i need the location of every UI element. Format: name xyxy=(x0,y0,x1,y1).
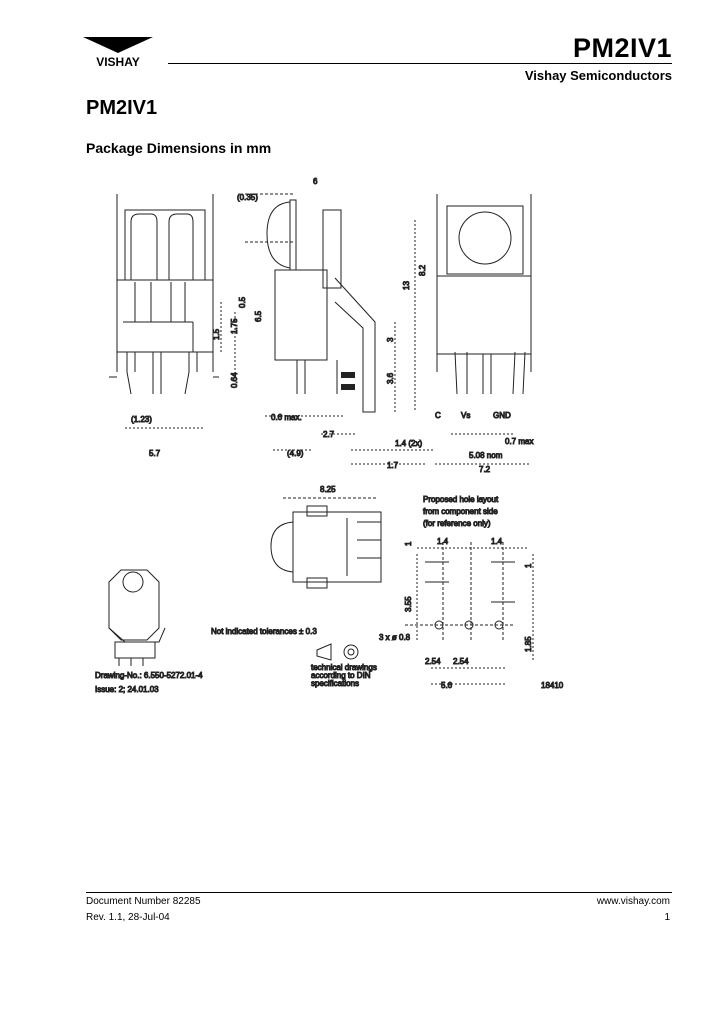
header-rule xyxy=(168,63,672,64)
dim-1-7: 1.7 xyxy=(387,461,399,470)
dim-2-7: 2.7 xyxy=(323,430,335,439)
package-drawing xyxy=(95,172,564,712)
dim-1-75: 1.75 xyxy=(230,318,239,334)
pin-label-vs: Vs xyxy=(461,411,471,420)
hole-dim-3x-dia: 3 x ø 0.8 xyxy=(379,633,411,642)
hole-dim-3-55: 3.55 xyxy=(404,596,413,612)
dim-5-7: 5.7 xyxy=(149,449,161,458)
dim-4-9: (4.9) xyxy=(287,449,304,458)
dim-0-6max: 0.6 max. xyxy=(271,413,302,422)
hole-dim-2-54-b: 2.54 xyxy=(453,657,469,666)
hole-dim-5-6: 5.6 xyxy=(441,681,453,690)
hole-dim-2-54-a: 2.54 xyxy=(425,657,441,666)
dim-0-7max: 0.7 max xyxy=(505,437,534,446)
hole-layout-line2: from component side xyxy=(423,507,498,516)
hole-dim-1: 1 xyxy=(404,541,413,546)
iso-line-3: specifications xyxy=(311,679,360,688)
drawing-ref: Drawing-No.: 6.550-5272.01-4 xyxy=(95,671,203,680)
hole-dim-1-right: 1 xyxy=(524,563,533,568)
dim-0-64: 0.64 xyxy=(230,372,239,388)
dim-7-2: 7.2 xyxy=(479,465,491,474)
header-part-number: PM2IV1 xyxy=(572,33,672,63)
dim-1-4: 1.4 (2x) xyxy=(395,439,423,448)
dim-8-2-top: 8.2 xyxy=(418,264,427,276)
pin-label-c: C xyxy=(435,411,441,420)
dim-5-08: 5.08 nom xyxy=(469,451,503,460)
section-title: Package Dimensions in mm xyxy=(86,140,272,156)
header-company: Vishay Semiconductors xyxy=(524,68,672,83)
footer-page-number: 1 xyxy=(664,912,670,923)
logo-text: VISHAY xyxy=(96,55,140,69)
hole-layout-line3: (for reference only) xyxy=(423,519,491,528)
dim-3: 3 xyxy=(386,337,395,342)
figure-id: 18410 xyxy=(541,681,564,690)
iso-projection-symbol xyxy=(317,644,358,660)
dim-1-5: 1.5 xyxy=(212,328,221,340)
pin-label-gnd: GND xyxy=(493,411,511,420)
page-title: PM2IV1 xyxy=(86,97,158,119)
footer-website[interactable]: www.vishay.com xyxy=(596,896,670,907)
iso-line-1: technical drawings xyxy=(311,663,377,672)
dim-6-5: 6.5 xyxy=(254,310,263,322)
dim-6: 6 xyxy=(313,177,318,186)
hole-dim-1-4-a: 1.4 xyxy=(437,537,449,546)
perspective-sketch xyxy=(109,570,165,666)
dim-3-6: 3.6 xyxy=(386,372,395,384)
vishay-logo xyxy=(83,35,153,69)
front-view xyxy=(109,194,235,428)
tolerance-note: Not indicated tolerances ± 0.3 xyxy=(211,627,317,636)
back-view xyxy=(435,194,534,464)
dim-1-23: (1.23) xyxy=(131,415,152,424)
iso-line-2: according to DIN xyxy=(311,671,371,680)
side-view xyxy=(245,194,435,464)
dim-8-25: 8.25 xyxy=(320,485,336,494)
hole-layout-title: Proposed hole layout xyxy=(423,495,499,504)
footer-doc-number: Document Number 82285 xyxy=(86,896,201,907)
footer-rule xyxy=(86,892,672,893)
dim-13: 13 xyxy=(402,281,411,290)
hole-dim-1-85: 1.85 xyxy=(524,636,533,652)
dim-0-35: (0.35) xyxy=(237,193,258,202)
footer-revision: Rev. 1.1, 28-Jul-04 xyxy=(86,912,170,923)
drawing-issue: Issue: 2; 24.01.03 xyxy=(95,685,159,694)
dim-0-5-left: 0.5 xyxy=(238,296,247,308)
hole-dim-1-4-b: 1.4 xyxy=(491,537,503,546)
top-view xyxy=(271,498,381,588)
